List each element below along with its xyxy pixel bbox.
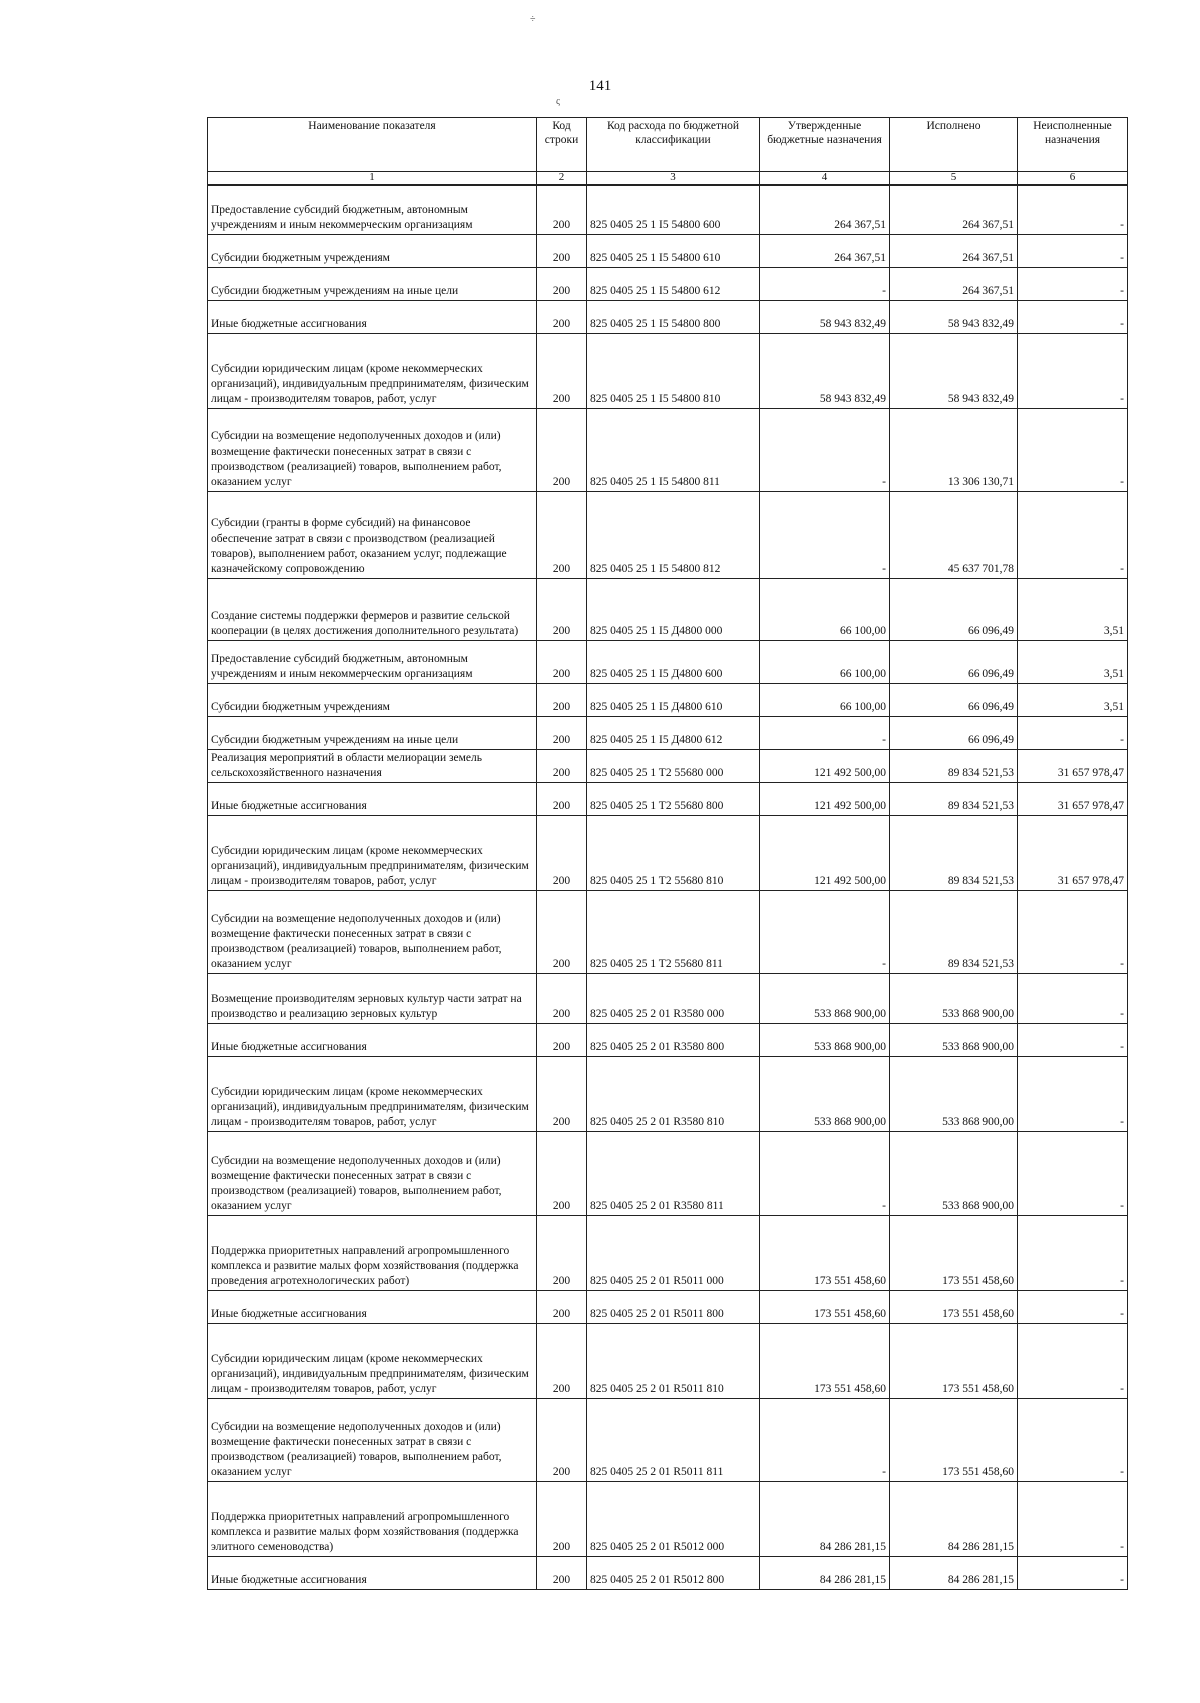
table-row <box>208 684 1128 717</box>
header-line-code: Код строки <box>537 118 587 172</box>
table-row <box>208 409 1128 492</box>
table-row <box>208 185 1128 235</box>
row-executed-amount: 13 306 130,71 <box>890 409 1018 492</box>
row-executed-amount: 89 834 521,53 <box>890 816 1018 891</box>
row-indicator-name: Субсидии бюджетным учреждениям на иные цели <box>208 717 537 750</box>
row-executed-amount: 89 834 521,53 <box>890 891 1018 974</box>
row-line-code: 200 <box>537 579 587 641</box>
row-executed-amount: 173 551 458,60 <box>890 1216 1018 1291</box>
row-indicator-name: Субсидии на возмещение недополученных доходов и (или) возмещение фактически понесенных затрат в связи с производством (реализацией) товаров, выполнением работ, оказанием услуг <box>208 1132 537 1216</box>
header-budget-code: Код расхода по бюджетной классификации <box>587 118 760 172</box>
header-executed: Исполнено <box>890 118 1018 172</box>
budget-execution-table <box>207 117 1128 1590</box>
row-approved-amount: 121 492 500,00 <box>760 816 890 891</box>
row-unexecuted-amount: - <box>1018 334 1128 409</box>
row-executed-amount: 66 096,49 <box>890 717 1018 750</box>
row-unexecuted-amount: - <box>1018 1057 1128 1132</box>
row-indicator-name: Субсидии юридическим лицам (кроме некоммерческих организаций), индивидуальным предпринимателям, физическим лицам - производителям товаров, работ, услуг <box>208 1324 537 1399</box>
row-line-code: 200 <box>537 301 587 334</box>
row-line-code: 200 <box>537 235 587 268</box>
table-row <box>208 717 1128 750</box>
row-approved-amount: - <box>760 409 890 492</box>
row-line-code: 200 <box>537 1482 587 1557</box>
row-budget-code: 825 0405 25 2 01 R3580 811 <box>587 1132 760 1216</box>
row-indicator-name: Возмещение производителям зерновых культур части затрат на производство и реализацию зерновых культур <box>208 974 537 1024</box>
row-line-code: 200 <box>537 717 587 750</box>
row-budget-code: 825 0405 25 1 T2 55680 000 <box>587 750 760 783</box>
row-unexecuted-amount: - <box>1018 1399 1128 1482</box>
row-approved-amount: 121 492 500,00 <box>760 783 890 816</box>
row-approved-amount: 121 492 500,00 <box>760 750 890 783</box>
row-indicator-name: Субсидии на возмещение недополученных доходов и (или) возмещение фактически понесенных затрат в связи с производством (реализацией) товаров, выполнением работ, оказанием услуг <box>208 409 537 492</box>
row-indicator-name: Поддержка приоритетных направлений агропромышленного комплекса и развитие малых форм хозяйствования (поддержка элитного семеноводства) <box>208 1482 537 1557</box>
header-approved: Утвержденные бюджетные назначения <box>760 118 890 172</box>
row-indicator-name: Субсидии бюджетным учреждениям на иные цели <box>208 268 537 301</box>
row-approved-amount: 533 868 900,00 <box>760 1057 890 1132</box>
row-unexecuted-amount: 31 657 978,47 <box>1018 816 1128 891</box>
table-header <box>208 118 1128 185</box>
row-approved-amount: 66 100,00 <box>760 684 890 717</box>
table-row <box>208 235 1128 268</box>
row-unexecuted-amount: - <box>1018 268 1128 301</box>
row-approved-amount: 173 551 458,60 <box>760 1291 890 1324</box>
row-unexecuted-amount: - <box>1018 492 1128 579</box>
table-row <box>208 1324 1128 1399</box>
column-number: 3 <box>587 172 760 185</box>
table-row <box>208 1132 1128 1216</box>
row-executed-amount: 84 286 281,15 <box>890 1482 1018 1557</box>
row-unexecuted-amount: 3,51 <box>1018 641 1128 684</box>
row-executed-amount: 533 868 900,00 <box>890 1024 1018 1057</box>
row-budget-code: 825 0405 25 2 01 R5012 800 <box>587 1557 760 1590</box>
row-approved-amount: - <box>760 1132 890 1216</box>
row-indicator-name: Создание системы поддержки фермеров и развитие сельской кооперации (в целях достижения дополнительного результата) <box>208 579 537 641</box>
row-line-code: 200 <box>537 1024 587 1057</box>
row-indicator-name: Субсидии на возмещение недополученных доходов и (или) возмещение фактически понесенных затрат в связи с производством (реализацией) товаров, выполнением работ, оказанием услуг <box>208 891 537 974</box>
row-budget-code: 825 0405 25 1 I5 Д4800 600 <box>587 641 760 684</box>
row-unexecuted-amount: - <box>1018 1482 1128 1557</box>
row-executed-amount: 58 943 832,49 <box>890 301 1018 334</box>
row-line-code: 200 <box>537 783 587 816</box>
row-approved-amount: 66 100,00 <box>760 641 890 684</box>
row-approved-amount: 533 868 900,00 <box>760 1024 890 1057</box>
row-approved-amount: 533 868 900,00 <box>760 974 890 1024</box>
row-approved-amount: - <box>760 891 890 974</box>
table-row <box>208 334 1128 409</box>
table-body <box>208 185 1128 1590</box>
row-approved-amount: - <box>760 717 890 750</box>
row-budget-code: 825 0405 25 2 01 R5011 000 <box>587 1216 760 1291</box>
row-unexecuted-amount: - <box>1018 717 1128 750</box>
row-unexecuted-amount: - <box>1018 185 1128 235</box>
scan-mark: ς <box>556 96 560 107</box>
row-unexecuted-amount: - <box>1018 1291 1128 1324</box>
table-row <box>208 1216 1128 1291</box>
column-number: 1 <box>208 172 537 185</box>
table-row <box>208 1291 1128 1324</box>
row-indicator-name: Иные бюджетные ассигнования <box>208 1557 537 1590</box>
row-approved-amount: 58 943 832,49 <box>760 334 890 409</box>
row-budget-code: 825 0405 25 1 T2 55680 800 <box>587 783 760 816</box>
row-approved-amount: 173 551 458,60 <box>760 1324 890 1399</box>
row-budget-code: 825 0405 25 1 I5 54800 812 <box>587 492 760 579</box>
row-indicator-name: Реализация мероприятий в области мелиорации земель сельскохозяйственного назначения <box>208 750 537 783</box>
page-number: 141 <box>588 78 612 94</box>
row-budget-code: 825 0405 25 2 01 R3580 000 <box>587 974 760 1024</box>
row-approved-amount: - <box>760 492 890 579</box>
row-indicator-name: Иные бюджетные ассигнования <box>208 783 537 816</box>
table-row <box>208 492 1128 579</box>
table-row <box>208 1057 1128 1132</box>
row-approved-amount: - <box>760 268 890 301</box>
column-number: 5 <box>890 172 1018 185</box>
row-line-code: 200 <box>537 1057 587 1132</box>
row-budget-code: 825 0405 25 1 T2 55680 811 <box>587 891 760 974</box>
row-line-code: 200 <box>537 974 587 1024</box>
row-budget-code: 825 0405 25 1 I5 54800 800 <box>587 301 760 334</box>
row-unexecuted-amount: - <box>1018 974 1128 1024</box>
row-line-code: 200 <box>537 816 587 891</box>
row-indicator-name: Предоставление субсидий бюджетным, автономным учреждениям и иным некоммерческим организациям <box>208 185 537 235</box>
row-line-code: 200 <box>537 891 587 974</box>
row-line-code: 200 <box>537 1557 587 1590</box>
header-unexecuted: Неисполненные назначения <box>1018 118 1128 172</box>
row-indicator-name: Предоставление субсидий бюджетным, автономным учреждениям и иным некоммерческим организациям <box>208 641 537 684</box>
row-executed-amount: 264 367,51 <box>890 235 1018 268</box>
row-line-code: 200 <box>537 1291 587 1324</box>
row-unexecuted-amount: 31 657 978,47 <box>1018 783 1128 816</box>
scan-mark: ÷ <box>530 14 536 25</box>
row-unexecuted-amount: - <box>1018 301 1128 334</box>
row-indicator-name: Субсидии на возмещение недополученных доходов и (или) возмещение фактически понесенных затрат в связи с производством (реализацией) товаров, выполнением работ, оказанием услуг <box>208 1399 537 1482</box>
row-line-code: 200 <box>537 1324 587 1399</box>
row-unexecuted-amount: - <box>1018 409 1128 492</box>
row-executed-amount: 58 943 832,49 <box>890 334 1018 409</box>
row-line-code: 200 <box>537 684 587 717</box>
row-budget-code: 825 0405 25 1 I5 54800 811 <box>587 409 760 492</box>
row-executed-amount: 173 551 458,60 <box>890 1399 1018 1482</box>
row-indicator-name: Субсидии юридическим лицам (кроме некоммерческих организаций), индивидуальным предпринимателям, физическим лицам - производителям товаров, работ, услуг <box>208 334 537 409</box>
row-indicator-name: Субсидии бюджетным учреждениям <box>208 235 537 268</box>
row-unexecuted-amount: 3,51 <box>1018 579 1128 641</box>
row-executed-amount: 66 096,49 <box>890 579 1018 641</box>
row-unexecuted-amount: - <box>1018 1324 1128 1399</box>
row-executed-amount: 173 551 458,60 <box>890 1291 1018 1324</box>
row-line-code: 200 <box>537 1132 587 1216</box>
row-unexecuted-amount: - <box>1018 235 1128 268</box>
column-number: 2 <box>537 172 587 185</box>
row-unexecuted-amount: - <box>1018 1216 1128 1291</box>
row-unexecuted-amount: 3,51 <box>1018 684 1128 717</box>
row-line-code: 200 <box>537 1216 587 1291</box>
column-number: 4 <box>760 172 890 185</box>
table-row <box>208 301 1128 334</box>
row-executed-amount: 66 096,49 <box>890 684 1018 717</box>
row-executed-amount: 89 834 521,53 <box>890 783 1018 816</box>
row-unexecuted-amount: - <box>1018 1024 1128 1057</box>
row-indicator-name: Субсидии (гранты в форме субсидий) на финансовое обеспечение затрат в связи с производством (реализацией товаров), выполнением работ, оказанием услуг, подлежащие казначейскому сопровождению <box>208 492 537 579</box>
row-executed-amount: 173 551 458,60 <box>890 1324 1018 1399</box>
row-budget-code: 825 0405 25 1 I5 Д4800 612 <box>587 717 760 750</box>
row-budget-code: 825 0405 25 2 01 R3580 800 <box>587 1024 760 1057</box>
table-row <box>208 974 1128 1024</box>
table-row <box>208 750 1128 783</box>
row-executed-amount: 533 868 900,00 <box>890 974 1018 1024</box>
table-row <box>208 1399 1128 1482</box>
row-approved-amount: 264 367,51 <box>760 185 890 235</box>
row-executed-amount: 264 367,51 <box>890 268 1018 301</box>
row-line-code: 200 <box>537 334 587 409</box>
row-budget-code: 825 0405 25 1 I5 Д4800 610 <box>587 684 760 717</box>
row-budget-code: 825 0405 25 2 01 R5011 800 <box>587 1291 760 1324</box>
row-approved-amount: 66 100,00 <box>760 579 890 641</box>
row-line-code: 200 <box>537 641 587 684</box>
column-number: 6 <box>1018 172 1128 185</box>
table-row <box>208 579 1128 641</box>
table-row <box>208 783 1128 816</box>
row-line-code: 200 <box>537 268 587 301</box>
row-line-code: 200 <box>537 409 587 492</box>
table-row <box>208 891 1128 974</box>
row-line-code: 200 <box>537 1399 587 1482</box>
row-executed-amount: 84 286 281,15 <box>890 1557 1018 1590</box>
row-budget-code: 825 0405 25 2 01 R5012 000 <box>587 1482 760 1557</box>
row-line-code: 200 <box>537 492 587 579</box>
row-unexecuted-amount: - <box>1018 891 1128 974</box>
row-executed-amount: 89 834 521,53 <box>890 750 1018 783</box>
row-approved-amount: 173 551 458,60 <box>760 1216 890 1291</box>
table-row <box>208 816 1128 891</box>
table-row <box>208 1024 1128 1057</box>
row-budget-code: 825 0405 25 1 I5 54800 810 <box>587 334 760 409</box>
row-indicator-name: Иные бюджетные ассигнования <box>208 1024 537 1057</box>
row-budget-code: 825 0405 25 1 I5 54800 612 <box>587 268 760 301</box>
row-executed-amount: 45 637 701,78 <box>890 492 1018 579</box>
row-indicator-name: Иные бюджетные ассигнования <box>208 301 537 334</box>
row-budget-code: 825 0405 25 2 01 R5011 810 <box>587 1324 760 1399</box>
row-indicator-name: Иные бюджетные ассигнования <box>208 1291 537 1324</box>
row-budget-code: 825 0405 25 1 I5 54800 610 <box>587 235 760 268</box>
table-row <box>208 1557 1128 1590</box>
row-unexecuted-amount: - <box>1018 1557 1128 1590</box>
row-approved-amount: 84 286 281,15 <box>760 1482 890 1557</box>
row-line-code: 200 <box>537 750 587 783</box>
row-approved-amount: 84 286 281,15 <box>760 1557 890 1590</box>
table-row <box>208 1482 1128 1557</box>
row-executed-amount: 533 868 900,00 <box>890 1132 1018 1216</box>
row-budget-code: 825 0405 25 2 01 R5011 811 <box>587 1399 760 1482</box>
row-approved-amount: 264 367,51 <box>760 235 890 268</box>
row-indicator-name: Субсидии юридическим лицам (кроме некоммерческих организаций), индивидуальным предпринимателям, физическим лицам - производителям товаров, работ, услуг <box>208 816 537 891</box>
header-indicator-name: Наименование показателя <box>208 118 537 172</box>
table-row <box>208 268 1128 301</box>
row-budget-code: 825 0405 25 1 I5 Д4800 000 <box>587 579 760 641</box>
row-approved-amount: - <box>760 1399 890 1482</box>
row-budget-code: 825 0405 25 2 01 R3580 810 <box>587 1057 760 1132</box>
row-executed-amount: 264 367,51 <box>890 185 1018 235</box>
row-approved-amount: 58 943 832,49 <box>760 301 890 334</box>
row-budget-code: 825 0405 25 1 T2 55680 810 <box>587 816 760 891</box>
table-row <box>208 641 1128 684</box>
row-budget-code: 825 0405 25 1 I5 54800 600 <box>587 185 760 235</box>
row-indicator-name: Субсидии юридическим лицам (кроме некоммерческих организаций), индивидуальным предпринимателям, физическим лицам - производителям товаров, работ, услуг <box>208 1057 537 1132</box>
row-executed-amount: 66 096,49 <box>890 641 1018 684</box>
row-indicator-name: Поддержка приоритетных направлений агропромышленного комплекса и развитие малых форм хозяйствования (поддержка проведения агротехнологических работ) <box>208 1216 537 1291</box>
row-unexecuted-amount: - <box>1018 1132 1128 1216</box>
row-line-code: 200 <box>537 185 587 235</box>
row-unexecuted-amount: 31 657 978,47 <box>1018 750 1128 783</box>
row-indicator-name: Субсидии бюджетным учреждениям <box>208 684 537 717</box>
row-executed-amount: 533 868 900,00 <box>890 1057 1018 1132</box>
